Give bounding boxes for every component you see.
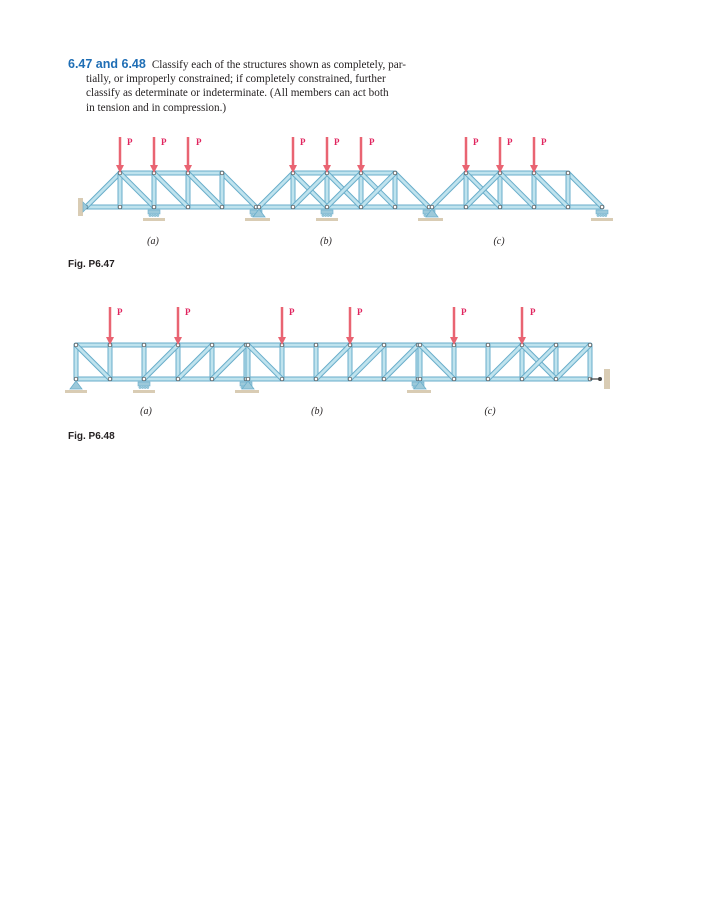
support-647a-mid-wheel [154, 214, 156, 216]
caption-647a: (a) [147, 236, 159, 247]
truss-647c-end-right [568, 173, 602, 207]
problem-line-2: tially, or improperly constrained; if completely constrained, further [86, 73, 386, 86]
truss-647c-joint-t3 [566, 171, 570, 175]
support-648a-left-ground [65, 390, 87, 393]
load-label-647b-1: P [300, 137, 306, 147]
support-647c-left-ground [421, 218, 443, 221]
support-647b-mid-wheel [330, 214, 332, 216]
support-647c-right [596, 210, 608, 214]
support-647b-mid [321, 210, 333, 214]
support-648c-left-ground [409, 390, 431, 393]
support-647b-mid-wheel [327, 214, 329, 216]
support-647c-right-ground [591, 218, 613, 221]
support-647b-mid-wheel [324, 214, 326, 216]
truss-648c-diag-2 [488, 345, 522, 379]
truss-648b-joint-t0 [246, 343, 250, 347]
truss-647a-diag-1 [120, 173, 154, 207]
caption-648a: (a) [140, 406, 152, 417]
support-647a-left-wall [78, 198, 83, 216]
load-label-647c-2: P [507, 137, 513, 147]
load-label-648a-1: P [117, 307, 123, 317]
truss-648a-joint-b4 [210, 377, 214, 381]
truss-648a-joint-t0 [74, 343, 78, 347]
fig-label-648: Fig. P6.48 [68, 431, 115, 442]
problem-number: 6.47 and 6.48 [68, 57, 146, 71]
truss-648a-diag-5 [212, 345, 246, 379]
load-label-648a-2: P [185, 307, 191, 317]
support-648a-mid-wheel [147, 386, 149, 388]
truss-647b-end-right [395, 173, 429, 207]
truss-647a-end-right [222, 173, 256, 207]
support-647a-mid-wheel [157, 214, 159, 216]
support-647c-right-wheel [602, 214, 604, 216]
truss-647b-joint-b4 [393, 205, 397, 209]
truss-648c-joint-b0 [418, 377, 422, 381]
support-647a-mid-ground [143, 218, 165, 221]
truss-647a-joint-b1 [118, 205, 122, 209]
load-label-647a-1: P [127, 137, 133, 147]
truss-648a-joint-t4 [210, 343, 214, 347]
truss-648b-joint-t2 [314, 343, 318, 347]
support-648a-mid-wheel [141, 386, 143, 388]
truss-647c-joint-b0 [430, 205, 434, 209]
truss-648c-joint-t5 [588, 343, 592, 347]
truss-647c-diag-3 [534, 173, 568, 207]
truss-648b-joint-t4 [382, 343, 386, 347]
support-647a-right-wheel [251, 214, 253, 216]
truss-647a-end-left [86, 173, 120, 207]
truss-647a-diag-2 [154, 173, 188, 207]
support-648a-mid [138, 382, 150, 386]
truss-647b-joint-b2 [325, 205, 329, 209]
truss-648c-joint-b4 [554, 377, 558, 381]
truss-648a-diag-0 [76, 345, 110, 379]
load-label-647b-2: P [334, 137, 340, 147]
truss-648c-joint-b2 [486, 377, 490, 381]
support-648a-mid-ground [133, 390, 155, 393]
truss-648a-joint-b3 [176, 377, 180, 381]
truss-648b-joint-b0 [246, 377, 250, 381]
load-label-648b-1: P [289, 307, 295, 317]
support-647b-mid-wheel [322, 214, 324, 216]
truss-648a-diag-4 [178, 345, 212, 379]
support-647c-right-wheel [597, 214, 599, 216]
truss-648a-joint-t2 [142, 343, 146, 347]
support-647a-mid-wheel [151, 214, 153, 216]
load-label-648b-2: P [357, 307, 363, 317]
truss-648c-joint-t0 [418, 343, 422, 347]
load-label-647a-2: P [161, 137, 167, 147]
truss-648a-joint-b1 [108, 377, 112, 381]
truss-647c-joint-b1 [464, 205, 468, 209]
truss-648b-joint-b3 [348, 377, 352, 381]
problem-line-1: Classify each of the structures shown as completely, par- [151, 59, 406, 71]
problem-line-3: classify as determinate or indeterminate. (All members can act both [86, 87, 389, 100]
support-648a-mid-wheel [144, 386, 146, 388]
load-label-647a-3: P [196, 137, 202, 147]
truss-647b-joint-b0 [257, 205, 261, 209]
truss-647b-joint-b3 [359, 205, 363, 209]
support-648c-right-wall [604, 369, 610, 389]
load-label-648c-2: P [530, 307, 536, 317]
truss-647a-joint-b4 [220, 205, 224, 209]
truss-648b-joint-b2 [314, 377, 318, 381]
truss-647c-diag-2 [500, 173, 534, 207]
truss-647c-end-left [432, 173, 466, 207]
truss-648c-joint-t4 [554, 343, 558, 347]
caption-648b: (b) [311, 406, 323, 417]
support-648c-link-pin [598, 377, 602, 381]
truss-647b-end-left [259, 173, 293, 207]
support-647a-mid-wheel [149, 214, 151, 216]
truss-648c-joint-b1 [452, 377, 456, 381]
support-647c-right-wheel [605, 214, 607, 216]
truss-647b-joint-b1 [291, 205, 295, 209]
load-label-647b-3: P [369, 137, 375, 147]
truss-647c-joint-b4 [566, 205, 570, 209]
support-647b-left-ground [248, 218, 270, 221]
load-label-647c-1: P [473, 137, 479, 147]
support-648b-left-ground [237, 390, 259, 393]
truss-648b-diag-4 [350, 345, 384, 379]
truss-647a-joint-b3 [186, 205, 190, 209]
truss-648b-joint-b4 [382, 377, 386, 381]
truss-648b-diag-5 [384, 345, 418, 379]
truss-647a-joint-b2 [152, 205, 156, 209]
truss-648c-diag-5 [556, 345, 590, 379]
truss-648b-joint-b1 [280, 377, 284, 381]
truss-647c-joint-b5 [600, 205, 604, 209]
truss-647a-diag-3 [188, 173, 222, 207]
caption-647c: (c) [493, 236, 505, 247]
problem-line-4: in tension and in compression.) [86, 101, 227, 114]
support-648a-left [70, 381, 82, 389]
support-647b-right-wheel [424, 214, 426, 216]
load-label-647c-3: P [541, 137, 547, 147]
load-label-648c-1: P [461, 307, 467, 317]
truss-648a-diag-3 [144, 345, 178, 379]
support-647b-mid-ground [316, 218, 338, 221]
caption-648c: (c) [484, 406, 496, 417]
truss-648a-joint-b0 [74, 377, 78, 381]
caption-647b: (b) [320, 236, 332, 247]
truss-648b-diag-3 [316, 345, 350, 379]
truss-648c-joint-t2 [486, 343, 490, 347]
truss-648c-diag-0 [420, 345, 454, 379]
truss-647c-joint-b3 [532, 205, 536, 209]
truss-647c-joint-b2 [498, 205, 502, 209]
support-647c-right-wheel [599, 214, 601, 216]
support-648a-mid-wheel [139, 386, 141, 388]
truss-648c-joint-b3 [520, 377, 524, 381]
truss-648a-joint-b2 [142, 377, 146, 381]
support-647a-mid [148, 210, 160, 214]
truss-647a-joint-t3 [220, 171, 224, 175]
fig-label-647: Fig. P6.47 [68, 259, 115, 270]
truss-647b-joint-t3 [393, 171, 397, 175]
truss-648b-diag-0 [248, 345, 282, 379]
